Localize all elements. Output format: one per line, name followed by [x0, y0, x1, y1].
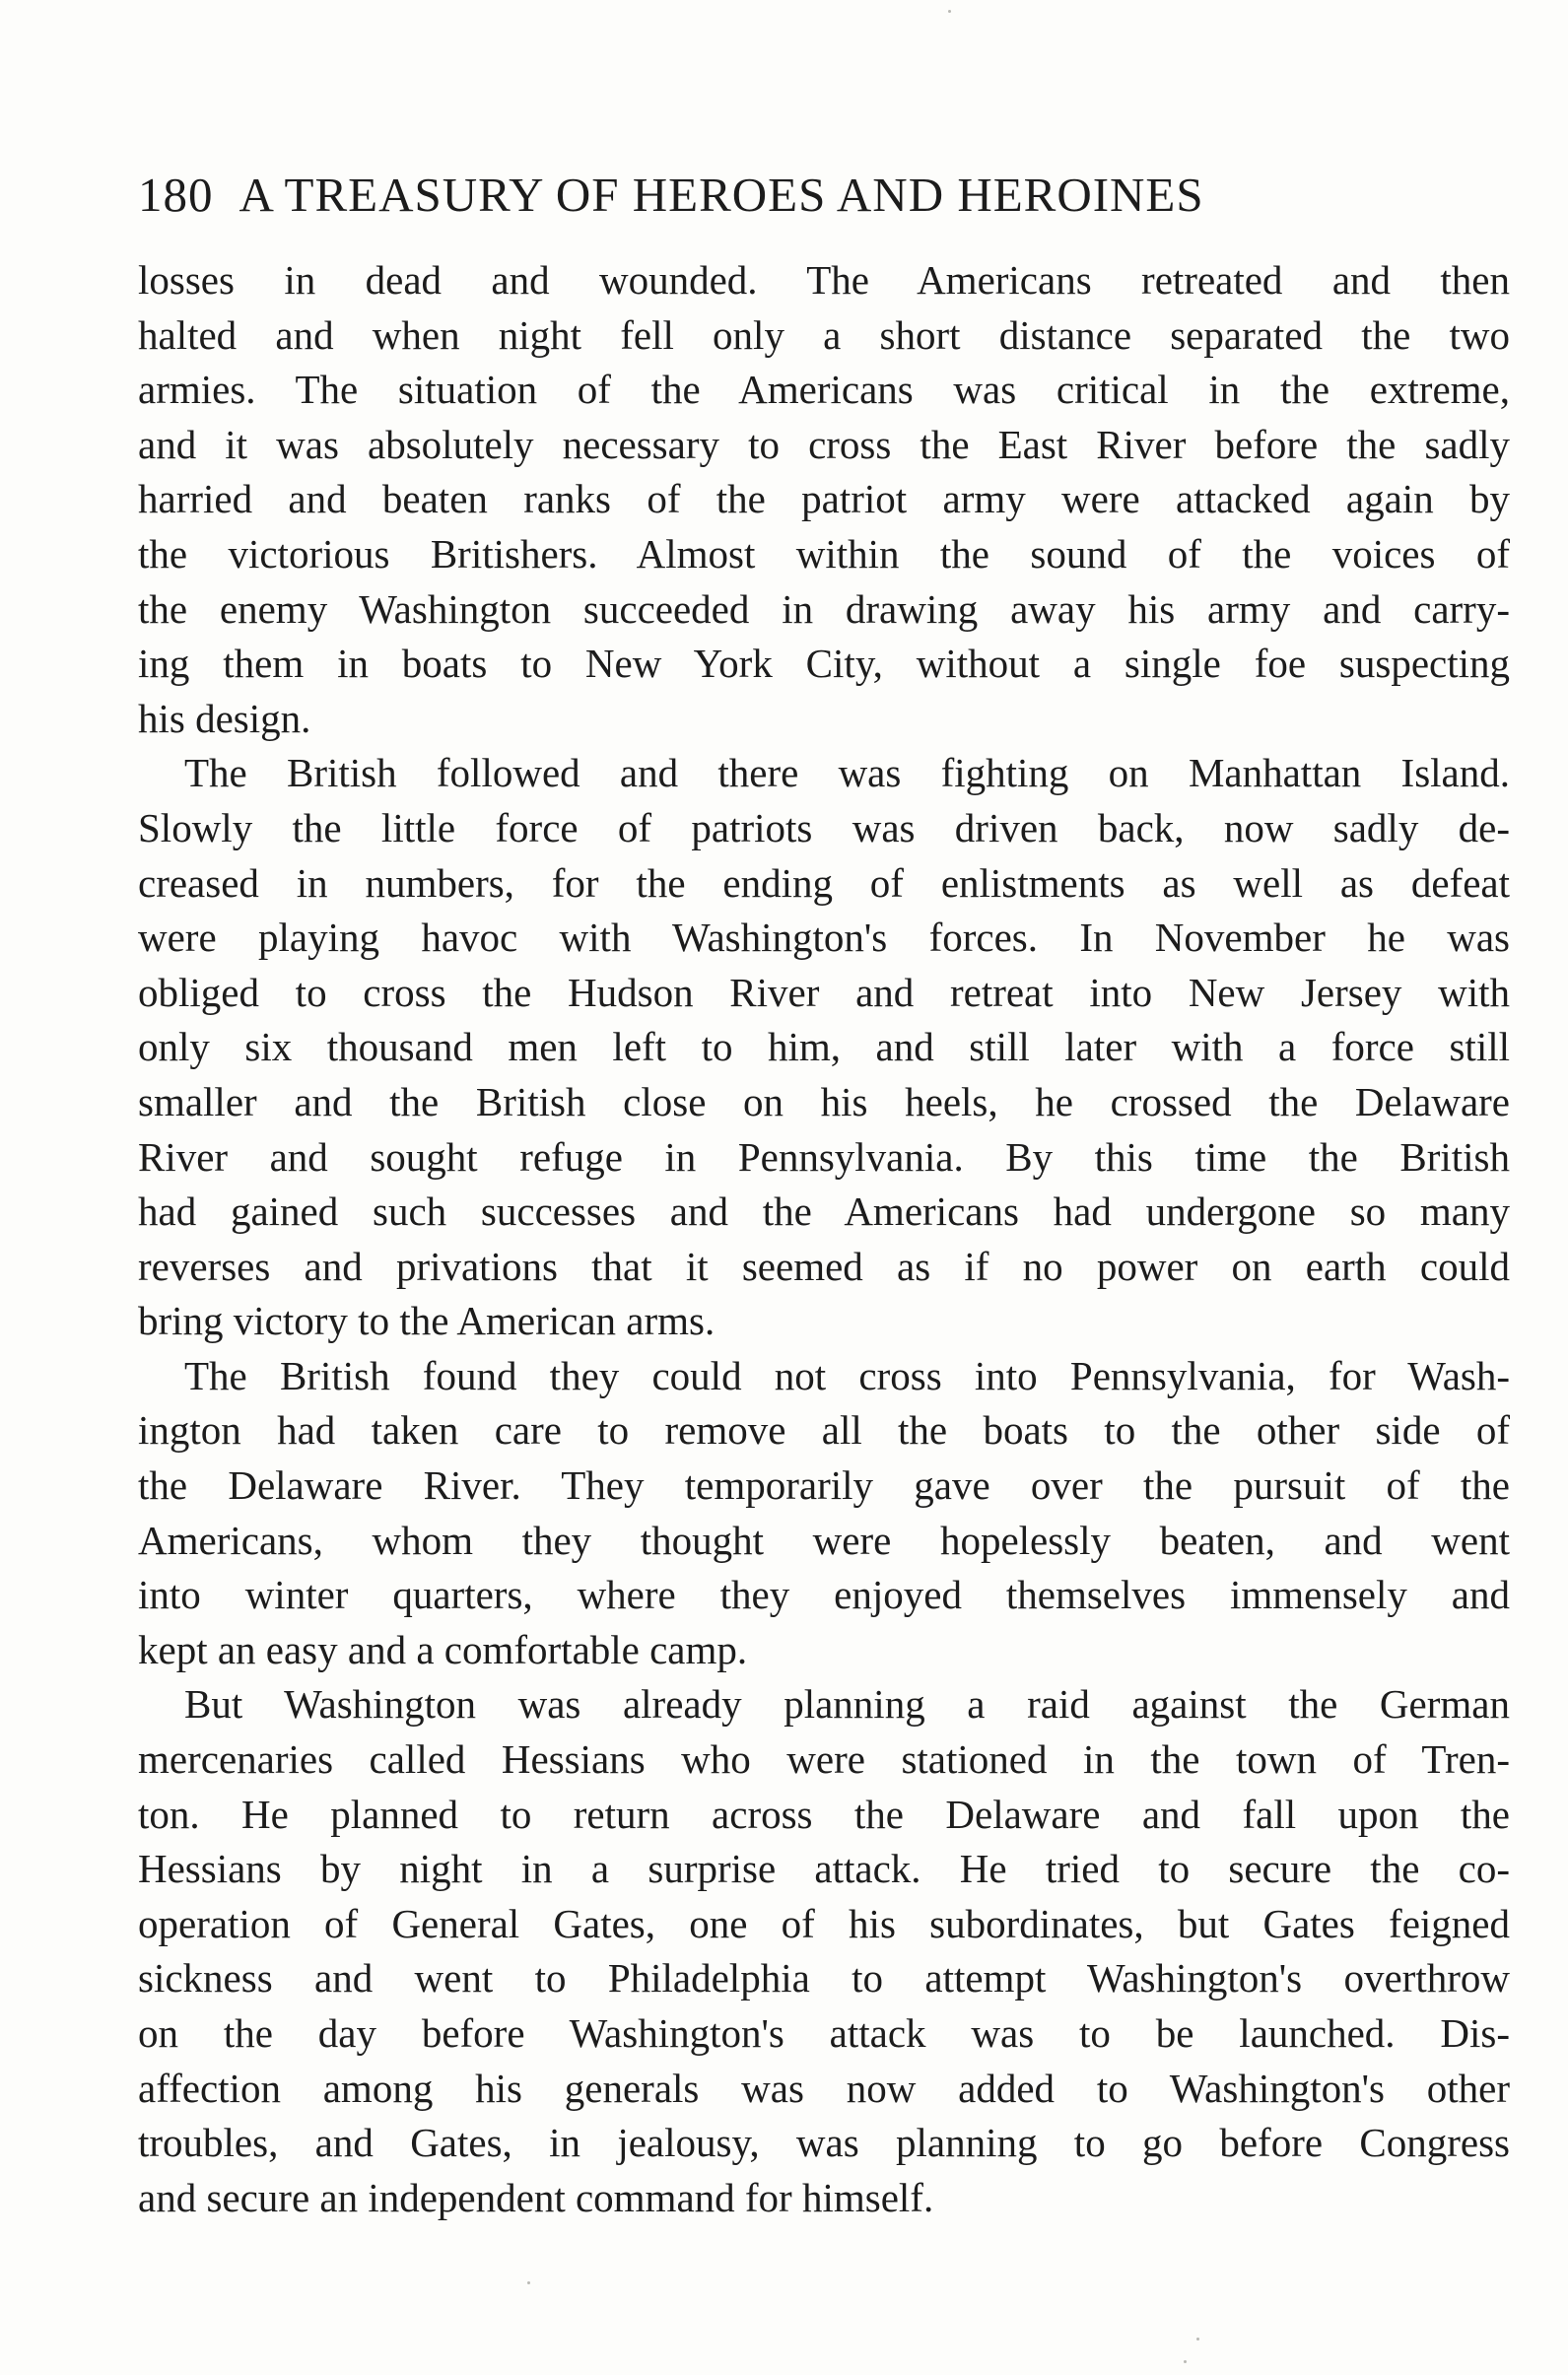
text-line: sickness and went to Philadelphia to attempt Washington's overthrow	[138, 1955, 1510, 2002]
text-line: on the day before Washington's attack was to be launched. Dis-	[138, 2010, 1510, 2056]
scan-speck	[527, 2281, 530, 2284]
text-line: mercenaries called Hessians who were stationed in the town of Tren-	[138, 1736, 1510, 1783]
page-number: 180	[138, 168, 214, 222]
text-line: But Washington was already planning a raid against the German	[184, 1681, 1510, 1728]
text-line: ton. He planned to return across the Delaware and fall upon the	[138, 1791, 1510, 1837]
text-line: The British followed and there was fighting on Manhattan Island.	[184, 750, 1510, 796]
text-line: ing them in boats to New York City, without a single foe suspecting	[138, 641, 1510, 687]
scan-speck	[1196, 2338, 1199, 2341]
running-head	[138, 166, 1518, 225]
text-line: his design.	[138, 695, 311, 741]
scan-speck	[948, 10, 951, 13]
text-line: River and sought refuge in Pennsylvania. By this time the British	[138, 1133, 1510, 1180]
text-line: obliged to cross the Hudson River and retreat into New Jersey with	[138, 969, 1510, 1015]
text-line: losses in dead and wounded. The Americans retreated and then	[138, 257, 1510, 303]
paragraph-3	[138, 1349, 1510, 1678]
text-line: the enemy Washington succeeded in drawing away his army and carry-	[138, 585, 1510, 632]
text-line: kept an easy and a comfortable camp.	[138, 1626, 748, 1672]
book-title: A TREASURY OF HEROES AND HEROINES	[239, 168, 1204, 222]
text-line: harried and beaten ranks of the patriot army were attacked again by	[138, 476, 1510, 522]
text-line: were playing havoc with Washington's forces. In November he was	[138, 915, 1510, 961]
text-line: had gained such successes and the Americans had undergone so many	[138, 1188, 1510, 1235]
text-line: smaller and the British close on his heels, he crossed the Delaware	[138, 1078, 1510, 1124]
text-line: and secure an independent command for himself.	[138, 2174, 934, 2220]
text-line: ington had taken care to remove all the boats to the other side of	[138, 1407, 1510, 1454]
paragraph-2	[138, 746, 1510, 1349]
text-line: Slowly the little force of patriots was driven back, now sadly de-	[138, 804, 1510, 850]
text-line: troubles, and Gates, in jealousy, was planning to go before Congress	[138, 2120, 1510, 2166]
text-line: the Delaware River. They temporarily gave over the pursuit of the	[138, 1462, 1510, 1509]
text-line: Hessians by night in a surprise attack. He tried to secure the co-	[138, 1846, 1510, 1892]
text-line: reverses and privations that it seemed as if no power on earth could	[138, 1243, 1510, 1289]
scan-speck	[1184, 2360, 1187, 2363]
text-line: the victorious Britishers. Almost within the sound of the voices of	[138, 530, 1510, 577]
text-line: bring victory to the American arms.	[138, 1298, 716, 1344]
text-line: operation of General Gates, one of his subordinates, but Gates feigned	[138, 1900, 1510, 1946]
text-line: and it was absolutely necessary to cross the East River before the sadly	[138, 421, 1510, 467]
text-line: The British found they could not cross into Pennsylvania, for Wash-	[184, 1352, 1510, 1398]
text-line: halted and when night fell only a short distance separated the two	[138, 311, 1510, 358]
text-line: armies. The situation of the Americans was critical in the extreme,	[138, 367, 1510, 413]
paragraph-4	[138, 1677, 1510, 2225]
text-line: into winter quarters, where they enjoyed themselves immensely and	[138, 1572, 1510, 1618]
text-line: Americans, whom they thought were hopelessly beaten, and went	[138, 1517, 1510, 1563]
paragraph-1	[138, 253, 1510, 746]
text-line: affection among his generals was now added to Washington's other	[138, 2065, 1510, 2111]
text-line: creased in numbers, for the ending of enlistments as well as defeat	[138, 859, 1510, 906]
text-line: only six thousand men left to him, and still later with a force still	[138, 1024, 1510, 1070]
body-text	[138, 253, 1510, 2225]
